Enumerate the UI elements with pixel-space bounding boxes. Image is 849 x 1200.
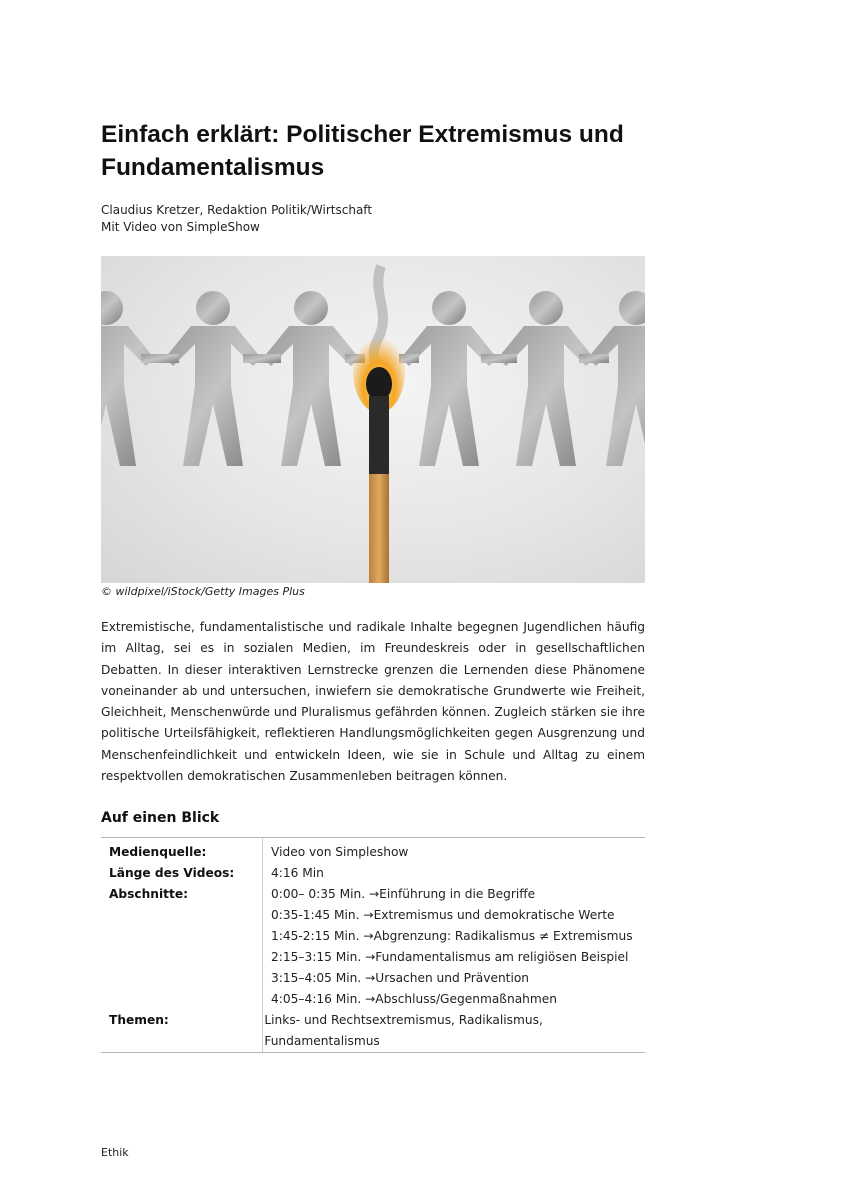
- medienquelle-label: Medienquelle:: [109, 845, 207, 859]
- abschnitte-list: [263, 884, 633, 1010]
- list-item: 4:05–4:16 Min. →Abschluss/Gegenmaßnahmen: [271, 992, 557, 1006]
- list-item: 1:45-2:15 Min. →Abgrenzung: Radikalismus ≠ Extremismus: [271, 929, 633, 943]
- laenge-value: 4:16 Min: [271, 866, 324, 880]
- list-item: 0:35-1:45 Min. →Extremismus und demokratische Werte: [271, 908, 615, 922]
- overview-table: [101, 837, 645, 1053]
- medienquelle-value: Video von Simpleshow: [271, 845, 409, 859]
- overview-heading: Auf einen Blick: [101, 810, 220, 826]
- themen-value: Links- und Rechtsextremismus, Radikalismus, Fundamentalismus: [264, 1013, 543, 1048]
- abschnitte-label: Abschnitte:: [109, 887, 188, 901]
- table-row: [101, 863, 645, 884]
- intro-paragraph: Extremistische, fundamentalistische und radikale Inhalte begegnen Jugendlichen häufig im Alltag, sei es in sozialen Medien, im Freundeskreis oder in gesellschaftlichen Debatten. In dieser interaktiven Lernstrecke grenzen die Lernenden diese Phänomene voneinander ab und untersuchen, inwiefern sie demokratische Grundwerte wie Freiheit, Gleichheit, Menschenwürde und Pluralismus gefährden können. Zugleich stärken sie ihre politische Urteilsfähigkeit, reflektieren Handlungsmöglichkeiten gegen Ausgrenzung und Menschenfeindlichkeit und entwickeln Ideen, wie sie in Schule und Alltag zu einem respektvollen demokratischen Zusammenleben beitragen können.: [101, 620, 645, 784]
- image-credit: © wildpixel/iStock/Getty Images Plus: [101, 585, 305, 598]
- list-item: 0:00– 0:35 Min. →Einführung in die Begriffe: [271, 887, 536, 901]
- byline: [101, 202, 372, 236]
- table-row: [101, 1010, 645, 1052]
- video-credit-line: Mit Video von SimpleShow: [101, 220, 260, 234]
- table-row: [101, 838, 645, 863]
- page-title: Einfach erklärt: Politischer Extremismus und Fundamentalismus: [101, 121, 624, 181]
- footer-subject: Ethik: [101, 1146, 129, 1159]
- paper-chain-people-burning-match-icon: [101, 256, 645, 583]
- list-item: 2:15–3:15 Min. →Fundamentalismus am religiösen Beispiel: [271, 950, 629, 964]
- hero-image: [101, 256, 645, 583]
- table-row: [101, 884, 645, 1010]
- author-line: Claudius Kretzer, Redaktion Politik/Wirtschaft: [101, 203, 373, 217]
- laenge-label: Länge des Videos:: [109, 866, 235, 880]
- list-item: 3:15–4:05 Min. →Ursachen und Prävention: [271, 971, 530, 985]
- themen-label: Themen:: [109, 1013, 169, 1027]
